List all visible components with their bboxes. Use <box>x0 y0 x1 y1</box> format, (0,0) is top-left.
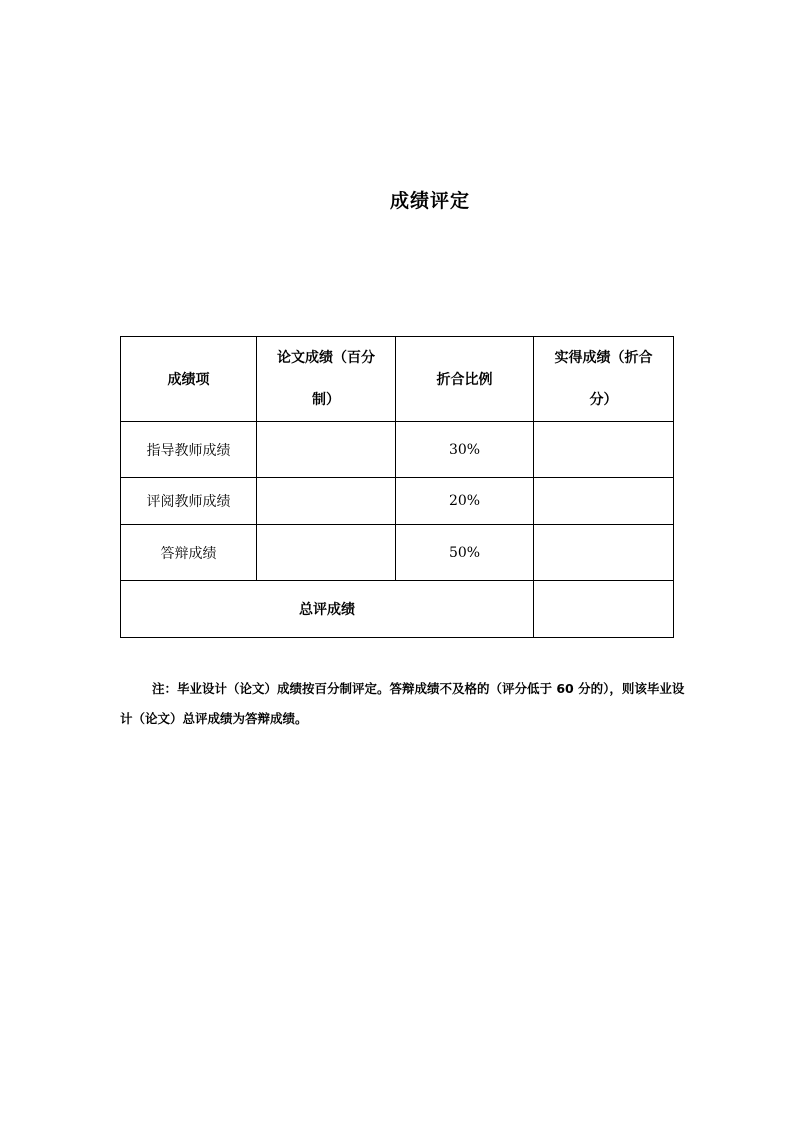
row-ratio-defense: 50% <box>396 525 534 581</box>
row-thesis-score-defense <box>257 525 396 581</box>
row-thesis-score-reviewer <box>257 478 396 525</box>
total-label: 总评成绩 <box>121 581 534 638</box>
header-ratio <box>396 337 534 422</box>
table-row <box>121 422 674 478</box>
table-row <box>121 525 674 581</box>
row-ratio-reviewer: 20% <box>396 478 534 525</box>
table-total-row <box>121 581 674 638</box>
header-item <box>121 337 257 422</box>
row-item-advisor: 指导教师成绩 <box>121 422 257 478</box>
header-actual-score <box>534 337 674 422</box>
header-thesis-score-line1: 论文成绩（百分 <box>277 350 375 366</box>
table-header-row <box>121 337 674 422</box>
table-row <box>121 478 674 525</box>
header-thesis-score-label <box>266 337 386 421</box>
header-actual-score-line1: 实得成绩（折合 <box>554 350 653 366</box>
row-actual-score-reviewer <box>534 478 674 525</box>
header-thesis-score-line2: 制） <box>312 392 340 408</box>
header-ratio-label: 折合比例 <box>436 372 493 388</box>
total-value <box>534 581 674 638</box>
row-actual-score-advisor <box>534 422 674 478</box>
header-item-label: 成绩项 <box>167 372 210 388</box>
row-item-reviewer: 评阅教师成绩 <box>121 478 257 525</box>
row-ratio-advisor: 30% <box>396 422 534 478</box>
row-item-defense: 答辩成绩 <box>121 525 257 581</box>
row-thesis-score-advisor <box>257 422 396 478</box>
header-actual-score-line2: 分） <box>589 392 618 408</box>
footnote: 注：毕业设计（论文）成绩按百分制评定。答辩成绩不及格的（评分低于 60 分的），则该毕业设计（论文）总评成绩为答辩成绩。 <box>120 681 685 726</box>
header-thesis-score <box>257 337 396 422</box>
grade-table <box>120 336 674 638</box>
header-actual-score-label <box>544 337 664 421</box>
page-title: 成绩评定 <box>389 190 470 212</box>
row-actual-score-defense <box>534 525 674 581</box>
